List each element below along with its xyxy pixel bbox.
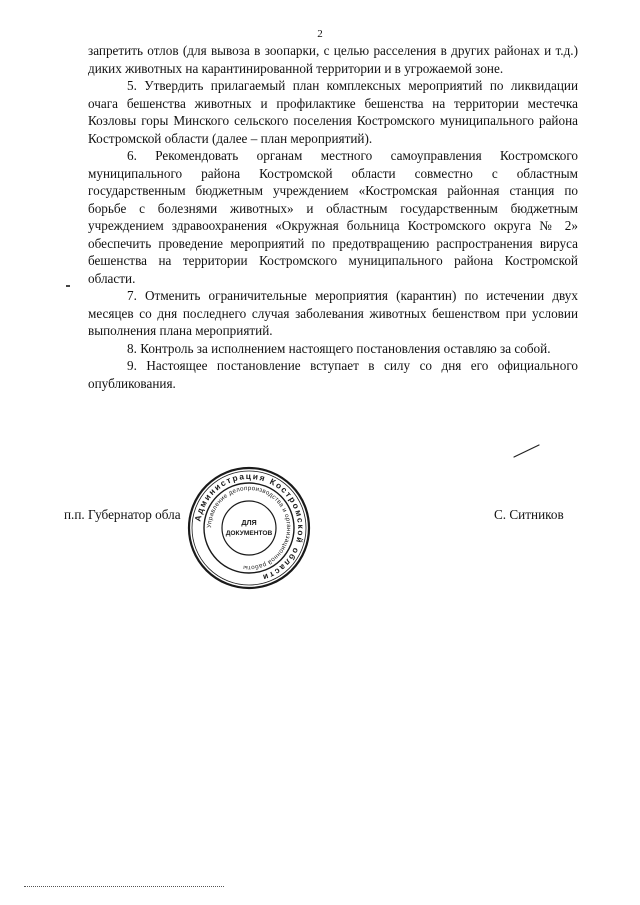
seal-outer-text: Администрация Костромской области [192, 470, 307, 584]
paragraph-item-5: 5. Утвердить прилагаемый план комплексных мероприятий по ликвидации очага бешенства животных и профилактике бешенства на территории местечка Козловы горы Минского сельского поселения Костромского муниципального района Костромской области (далее – план мероприятий). [88, 78, 578, 146]
seal-center-line-2: ДОКУМЕНТОВ [225, 530, 273, 537]
paragraph-continuation: запретить отлов (для вывоза в зоопарки, с целью расселения в других районах и т.д.) диких животных на карантинированной территории и в угрожаемой зоне. [88, 43, 578, 76]
seal-inner-text: Управление делопроизводства и организационной работы [205, 484, 293, 572]
signatory-name: С. Ситников [494, 507, 564, 522]
pen-stroke-mark [512, 443, 542, 459]
svg-text:Управление делопроизводства и [206, 485, 292, 571]
page-number: 2 [317, 28, 323, 40]
paragraph-item-8: 8. Контроль за исполнением настоящего постановления оставляю за собой. [127, 340, 551, 356]
document-body [88, 42, 578, 392]
official-seal-stamp [186, 465, 312, 591]
paragraph-item-7: 7. Отменить ограничительные мероприятия (карантин) по истечении двух месяцев со дня последнего случая заболевания животных бешенством при условии выполнения плана мероприятий. [88, 288, 578, 338]
footer-rule [24, 886, 224, 887]
paragraph-item-9: 9. Настоящее постановление вступает в силу со дня его официального опубликования. [88, 358, 578, 391]
seal-center-line-1: ДЛЯ [241, 518, 257, 527]
paragraph-item-6: 6. Рекомендовать органам местного самоуправления Костромского муниципального района Костромской области совместно с областным государственным бюджетным учреждением «Костромская районная станция по борьбе с болезнями животных» и областным государственным бюджетным учреждением здравоохранения «Окружная больница Костромского округа № 2» обеспечить проведение мероприятий по предотвращению распространения вируса бешенства на территории Костромского муниципального района Костромской области. [88, 148, 578, 286]
stray-mark [66, 285, 70, 287]
signatory-position: п.п. Губернатор обла [64, 507, 181, 522]
